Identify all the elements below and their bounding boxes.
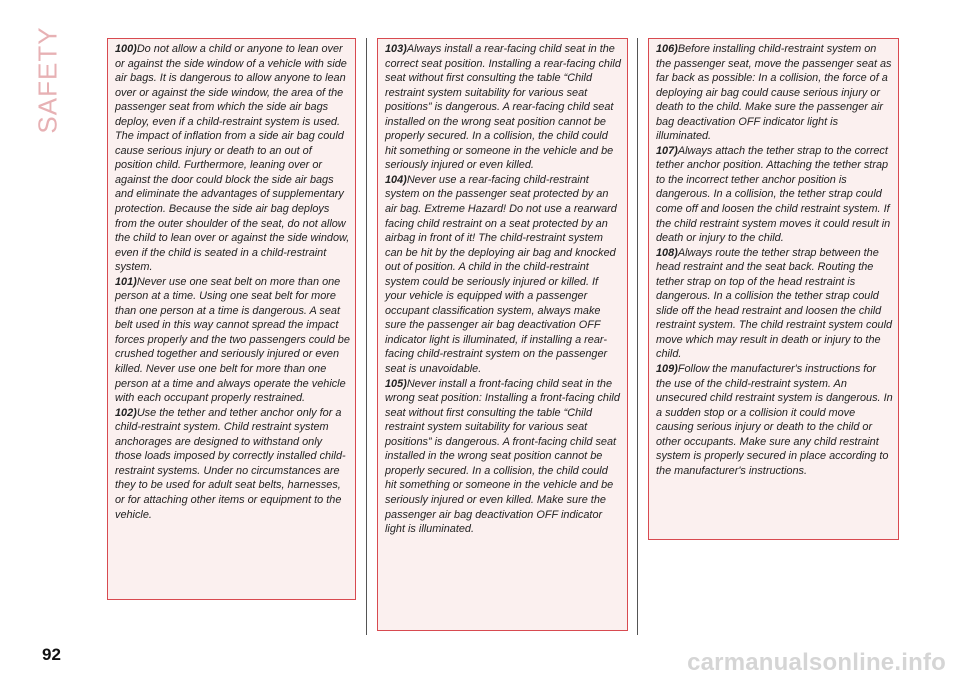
warning-number: 108) (656, 246, 678, 259)
warning-paragraph (385, 42, 622, 173)
warning-text: Before installing child-restraint system on the passenger seat, move the passenger seat as far back as possible: In a collision, the force of a deploying air bag could cause serious injury or death to the child. Make sure the passenger air bag deactivation OFF indicator light is illuminated. (656, 43, 892, 143)
warning-number: 105) (385, 377, 407, 390)
warning-number: 103) (385, 43, 407, 55)
warning-paragraph (115, 42, 350, 275)
warning-paragraph (656, 362, 893, 478)
warning-paragraph (656, 42, 893, 144)
section-label (30, 26, 66, 134)
warning-paragraph (385, 173, 622, 377)
warning-text: Follow the manufacturer's instructions for the use of the child-restraint system. An unsecured child restraint system is dangerous. In a sudden stop or a collision it could move causing serious injury or death to the child or other occupants. Make sure any child restraint system is properly secured in place according to the manufacturer's instructions. (656, 363, 893, 477)
warning-paragraph (115, 406, 350, 522)
column-divider (637, 38, 638, 635)
warning-number: 107) (656, 144, 678, 157)
warning-text: Never install a front-facing child seat in the wrong seat position: Installing a front-facing child seat without first consulting the table “Child restraint system suitability for various seat positions” is dangerous. A front-facing child seat installed in the wrong seat position cannot be properly secured. In a collision, the child could hit something or someone in the vehicle and be seriously injured or even killed. Make sure the passenger air bag deactivation OFF indicator light is illuminated. (385, 377, 620, 536)
warning-text: Always install a rear-facing child seat in the correct seat position. Installing a rear-facing child seat without first consulting the table “Child restraint system suitability for various seat positions” is dangerous. A rear-facing child seat installed on the wrong seat position cannot be properly secured. In a collision, the child could hit something or someone in the vehicle and be seriously injured or even killed. (385, 43, 621, 172)
warning-paragraph (115, 275, 350, 406)
warning-number: 104) (385, 173, 407, 186)
warning-text: Always route the tether strap between the head restraint and the seat back. Routing the tether strap on top of the head restraint is dangerous. In a collision the tether strap could slide off the head restraint and loosen the child restraint system. The child restraint system could move which may result in death or injury to the child. (656, 246, 893, 361)
warning-text: Use the tether and tether anchor only for a child-restraint system. Child restraint system anchorages are designed to withstand only those loads imposed by correctly installed child-restraint systems. Under no circumstances are they to be used for adult seat belts, harnesses, or for attaching other items or equipment to the vehicle. (115, 406, 346, 521)
warning-text: Always attach the tether strap to the correct tether anchor position. Attaching the tether strap to the incorrect tether anchor position is dangerous. In a collision, the tether strap could come off and loosen the child restraint system. If the child restraint system moves it could result in death or injury to the child. (656, 144, 891, 245)
column-divider (366, 38, 367, 635)
warning-paragraph (656, 246, 893, 362)
warning-text: Never use a rear-facing child-restraint system on the passenger seat protected by an air bag. Extreme Hazard! Do not use a rearward facing child restraint on a seat protected by an airbag in front of it! The child-restraint system can be hit by the deploying air bag and knocked out of position. A child in the child-restraint system could be seriously injured or killed. If your vehicle is equipped with a passenger occupant classification system, always make sure the passenger air bag deactivation OFF indicator light is illuminated, if installing a rear-facing child-restraint system on the passenger seat is unavoidable. (385, 173, 617, 376)
section-label-text: SAFETY (32, 26, 63, 134)
warning-text: Never use one seat belt on more than one person at a time. Using one seat belt for more than one person at a time is dangerous. A seat belt used in this way cannot spread the impact forces properly and the two passengers could be crushed together and seriously injured or even killed. Never use one belt for more than one person at a time and always operate the vehicle with each occupant properly restrained. (115, 275, 350, 405)
warning-number: 102) (115, 406, 137, 419)
warning-paragraph (385, 377, 622, 537)
warning-number: 100) (115, 43, 137, 55)
warning-number: 109) (656, 363, 678, 376)
warning-box (377, 38, 628, 631)
watermark: carmanualsonline.info (687, 649, 946, 676)
page-number: 92 (42, 645, 61, 664)
warning-paragraph (656, 144, 893, 246)
warning-box (107, 38, 356, 600)
warning-number: 101) (115, 275, 137, 288)
warning-text: Do not allow a child or anyone to lean over or against the side window of a vehicle with side air bags. It is dangerous to allow anyone to lean over or against the side window, the area of the passenger seat from which the side air bags deploy, even if a child-restraint system is used. The impact of inflation from a side air bag could cause serious injury or death to an out of position child. Furthermore, leaning over or against the door could block the side air bags and eliminate the advantages of supplementary protection. Because the side air bag deploys from the outer shoulder of the seat, do not allow the child to lean over or against the side window, even if the child is seated in a child-restraint system. (115, 43, 350, 274)
warning-box (648, 38, 899, 540)
warning-number: 106) (656, 43, 678, 55)
